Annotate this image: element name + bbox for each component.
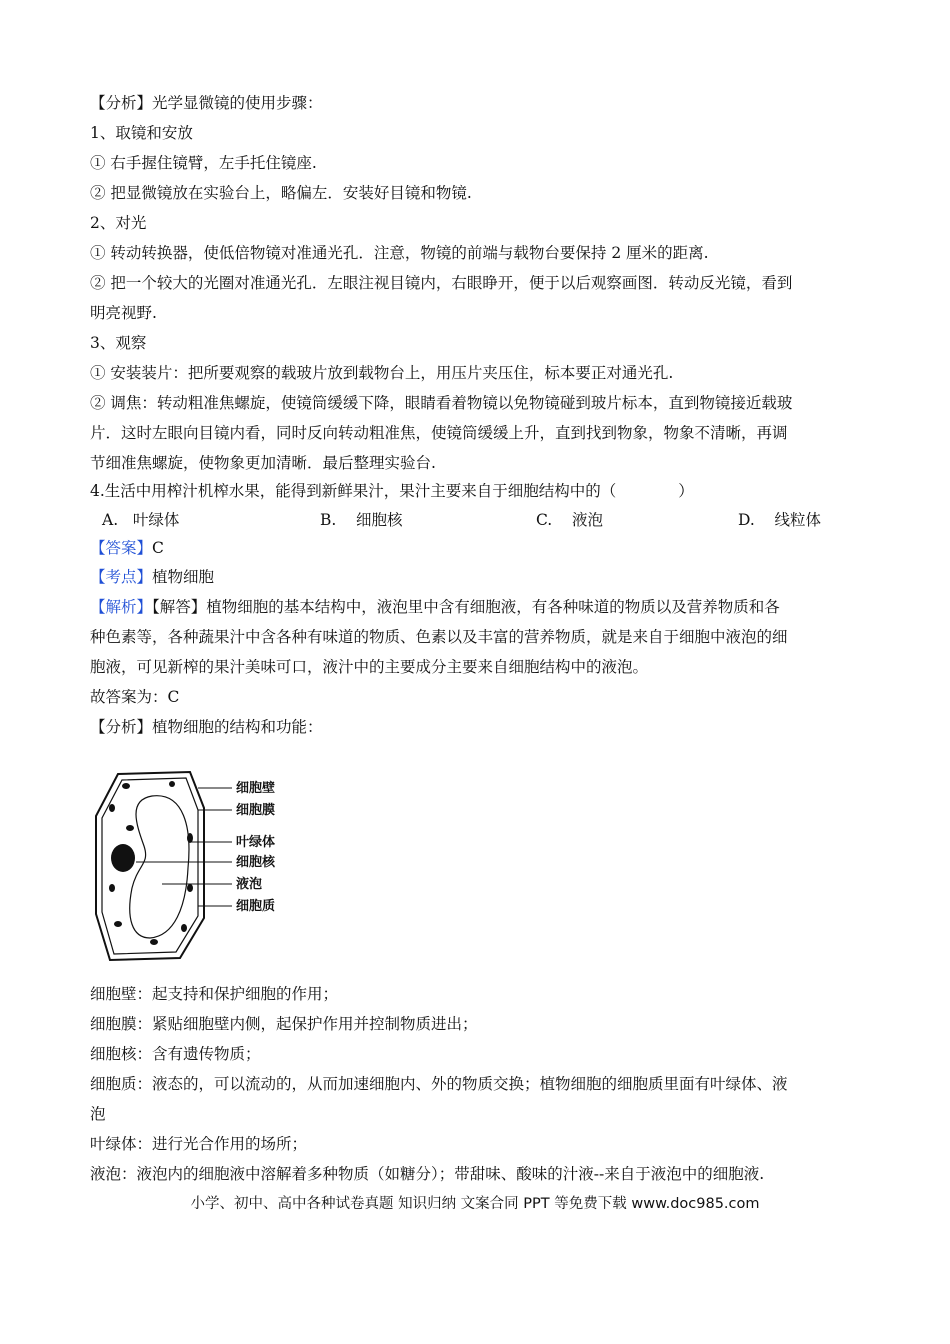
step-3-item-2-cont: 片．这时左眼向目镜内看，同时反向转动粗准焦，使镜筒缓缓上升，直到找到物象，物象不清晰，再调: [90, 424, 788, 442]
label-cell-wall: 细胞壁: [236, 781, 276, 796]
footer-text: 小学、初中、高中各种试卷真题 知识归纳 文案合同 PPT 等免费下载 www.doc985.com: [190, 1196, 760, 1212]
option-b: B. 细胞核: [320, 511, 403, 529]
label-cell-membrane: 细胞膜: [236, 803, 276, 818]
step-1-heading: 1、取镜和安放: [90, 124, 193, 142]
step-1-item-2: ② 把显微镜放在实验台上，略偏左．安装好目镜和物镜.: [90, 184, 472, 202]
function-cytoplasm: 细胞质：液态的，可以流动的，从而加速细胞内、外的物质交换；植物细胞的细胞质里面有叶绿体、液: [90, 1075, 788, 1093]
label-cytoplasm: 细胞质: [236, 899, 276, 914]
jiexi-line-2: 种色素等，各种蔬果汁中含各种有味道的物质、色素以及丰富的营养物质，就是来自于细胞中液泡的细: [90, 628, 788, 646]
plant-cell-diagram: [92, 768, 302, 968]
function-cell-wall: 细胞壁：起支持和保护细胞的作用；: [90, 985, 339, 1003]
answer-line: [90, 537, 860, 559]
option-d: D. 线粒体: [738, 511, 822, 529]
question-4: 4.生活中用榨汁机榨水果，能得到新鲜果汁，果汁主要来自于细胞结构中的（ ）: [90, 482, 694, 500]
function-nucleus: 细胞核：含有遗传物质；: [90, 1045, 261, 1063]
analysis-heading: 【分析】光学显微镜的使用步骤：: [90, 94, 323, 112]
step-2-item-1: ① 转动转换器，使低倍物镜对准通光孔．注意，物镜的前端与载物台要保持 2 厘米的距离.: [90, 244, 709, 262]
step-2-item-2: ② 把一个较大的光圈对准通光孔．左眼注视目镜内，右眼睁开，便于以后观察画图．转动反光镜，看到: [90, 274, 793, 292]
step-3-item-1: ① 安装装片：把所要观察的载玻片放到载物台上，用压片夹压住，标本要正对通光孔.: [90, 364, 674, 382]
option-a: A. 叶绿体: [102, 511, 180, 529]
answer-tag: 【答案】: [90, 539, 153, 557]
kaodian-line: [90, 566, 860, 588]
jiexi-line-1: 【解析】【解答】植物细胞的基本结构中，液泡里中含有细胞液，有各种味道的物质以及营养物质和各: [90, 598, 780, 616]
jiexi-line-3: 胞液，可见新榨的果汁美味可口，液汁中的主要成分主要来自细胞结构中的液泡。: [90, 658, 649, 676]
function-chloroplast: 叶绿体：进行光合作用的场所；: [90, 1135, 308, 1153]
label-chloroplast: 叶绿体: [236, 835, 276, 850]
label-nucleus: 细胞核: [236, 855, 276, 870]
function-cytoplasm-cont: 泡: [90, 1105, 106, 1123]
function-vacuole: 液泡：液泡内的细胞液中溶解着多种物质（如糖分）；带甜味、酸味的汁液--来自于液泡中的细胞液.: [90, 1165, 765, 1183]
function-cell-membrane: 细胞膜：紧贴细胞壁内侧，起保护作用并控制物质进出；: [90, 1015, 478, 1033]
conclusion: 故答案为：C: [90, 688, 180, 706]
step-2-item-2-cont: 明亮视野.: [90, 304, 157, 322]
analysis-2-heading: 【分析】植物细胞的结构和功能：: [90, 718, 323, 736]
kaodian-value: 植物细胞: [152, 568, 215, 586]
step-2-heading: 2、对光: [90, 214, 147, 232]
step-3-item-2-cont2: 节细准焦螺旋，使物象更加清晰．最后整理实验台.: [90, 454, 436, 472]
label-vacuole: 液泡: [236, 877, 263, 892]
nucleus-shape: [111, 844, 135, 872]
option-c: C. 液泡: [536, 511, 603, 529]
step-3-heading: 3、观察: [90, 334, 147, 352]
answer-value: C: [152, 539, 164, 557]
jiexi-tag: 【解析】: [90, 598, 153, 616]
kaodian-tag: 【考点】: [90, 568, 153, 586]
step-1-item-1: ① 右手握住镜臂，左手托住镜座.: [90, 154, 317, 172]
step-3-item-2: ② 调焦：转动粗准焦螺旋，使镜筒缓缓下降，眼睛看着物镜以免物镜碰到玻片标本，直到物镜接近载玻: [90, 394, 793, 412]
